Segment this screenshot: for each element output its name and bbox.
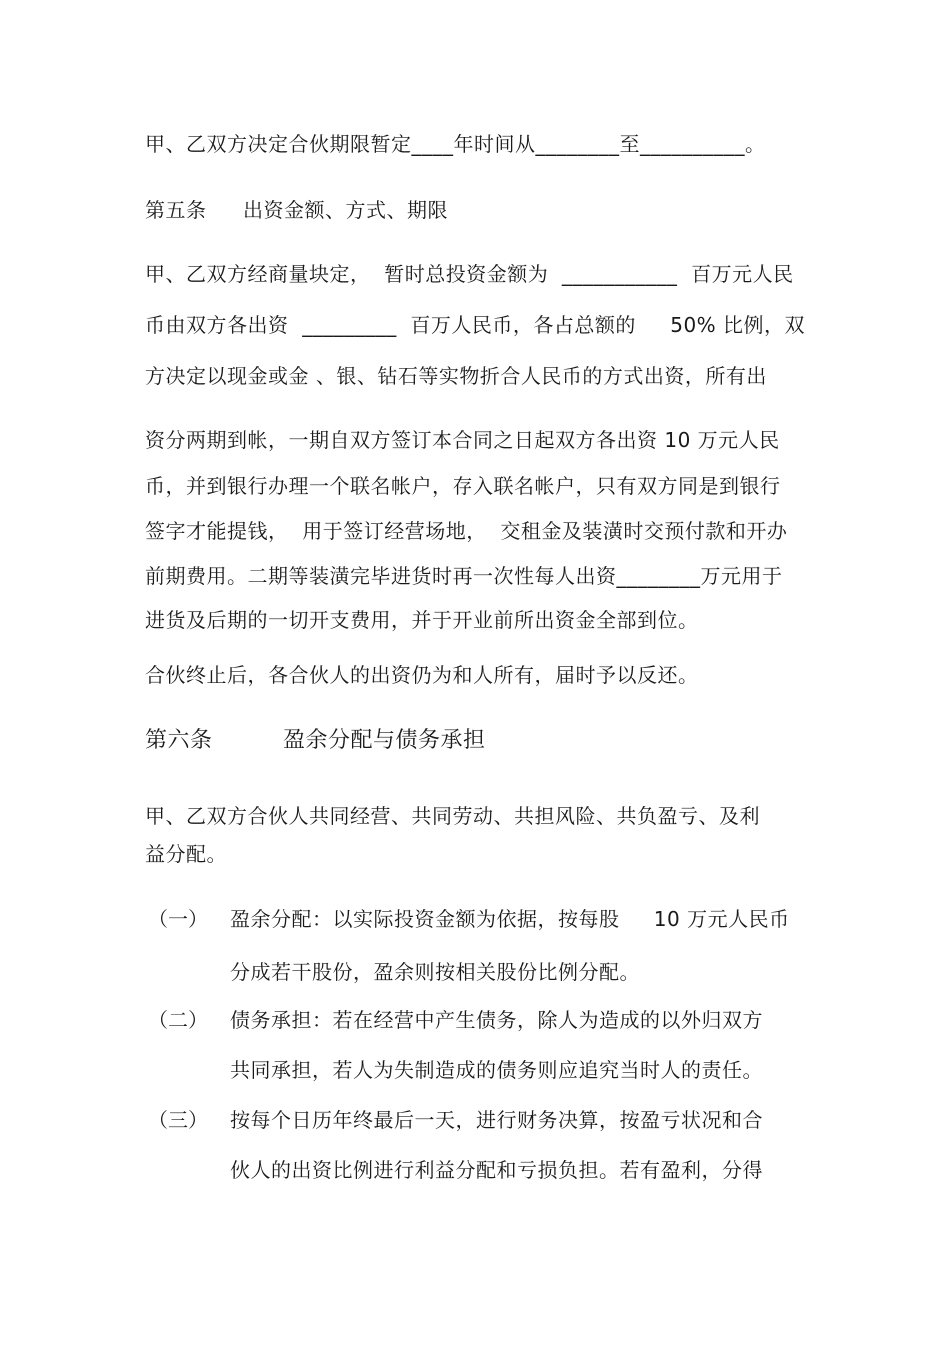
paragraph-term: 甲、乙双方决定合伙期限暂定____年时间从________至__________。	[145, 132, 766, 156]
item-3-line-2: 伙人的出资比例进行利益分配和亏损负担。若有盈利，分得	[230, 1158, 763, 1182]
paragraph-capital-line-3: 方决定以现金或金 、银、钻石等实物折合人民币的方式出资，所有出	[145, 364, 767, 388]
item-1-marker: （一）	[148, 907, 208, 931]
paragraph-profit-line-1: 甲、乙双方合伙人共同经营、共同劳动、共担风险、共负盈亏、及利	[145, 804, 760, 828]
article-5-label: 第五条	[145, 198, 207, 222]
paragraph-capital-line-2: 币由双方各出资 _________ 百万人民币，各占总额的 50% 比例，双	[145, 313, 806, 337]
paragraph-termination: 合伙终止后，各合伙人的出资仍为和人所有，届时予以反还。	[145, 663, 699, 687]
article-5-heading	[145, 198, 448, 222]
paragraph-capital-line-7: 前期费用。二期等装潢完毕进货时再一次性每人出资________万元用于	[145, 564, 783, 588]
item-1-line-1: 盈余分配：以实际投资金额为依据，按每股 10 万元人民币	[230, 907, 790, 931]
item-1-line-2: 分成若干股份，盈余则按相关股份比例分配。	[230, 960, 640, 984]
paragraph-capital-line-5: 币，并到银行办理一个联名帐户，存入联名帐户，只有双方同是到银行	[145, 474, 781, 498]
item-2-line-2: 共同承担，若人为失制造成的债务则应追究当时人的责任。	[230, 1058, 763, 1082]
paragraph-capital-line-6: 签字才能提钱， 用于签订经营场地， 交租金及装潢时交预付款和开办	[145, 519, 788, 543]
item-2-line-1: 债务承担：若在经营中产生债务，除人为造成的以外归双方	[230, 1008, 763, 1032]
paragraph-capital-line-4: 资分两期到帐，一期自双方签订本合同之日起双方各出资 10 万元人民	[145, 428, 780, 452]
item-3-marker: （三）	[148, 1108, 208, 1132]
article-5-title: 出资金额、方式、期限	[243, 198, 448, 222]
article-6-heading	[145, 728, 486, 754]
article-6-label: 第六条	[145, 728, 213, 753]
paragraph-capital-line-8: 进货及后期的一切开支费用，并于开业前所出资金全部到位。	[145, 608, 699, 632]
paragraph-capital-line-1: 甲、乙双方经商量块定， 暂时总投资金额为 ___________ 百万元人民	[145, 262, 794, 286]
item-3-line-1: 按每个日历年终最后一天，进行财务决算，按盈亏状况和合	[230, 1108, 763, 1132]
item-2-marker: （二）	[148, 1008, 208, 1032]
article-6-title: 盈余分配与债务承担	[283, 728, 486, 753]
paragraph-profit-line-2: 益分配。	[145, 842, 227, 866]
